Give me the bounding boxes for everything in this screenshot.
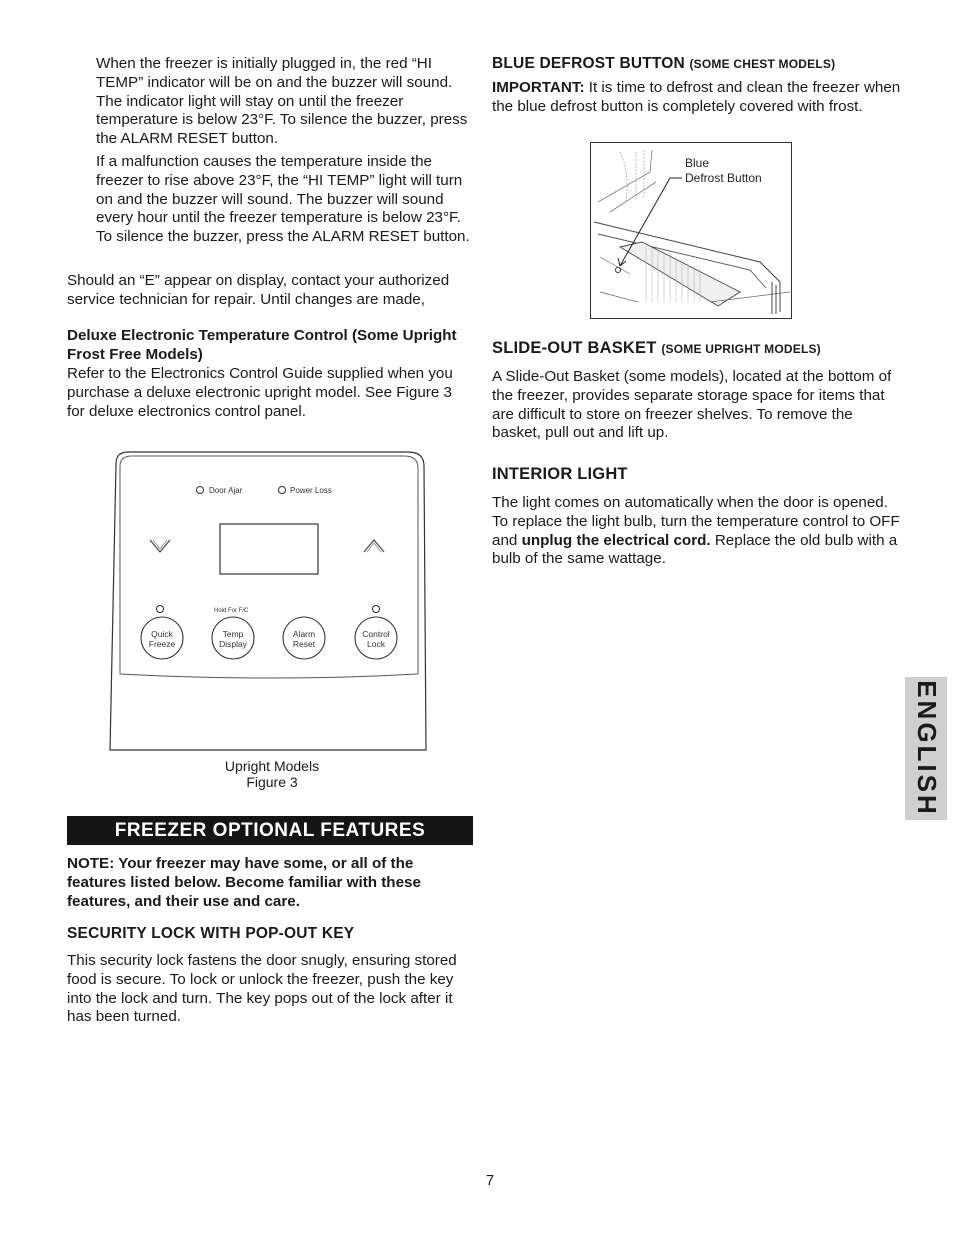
svg-text:Alarm: Alarm — [292, 629, 316, 639]
svg-text:Temp: Temp — [222, 629, 244, 639]
svg-text:Display: Display — [219, 639, 247, 649]
defrost-heading — [492, 55, 902, 73]
basket-heading-models: (SOME UPRIGHT MODELS) — [661, 342, 821, 356]
figure-label-defrost-button: Defrost Button — [685, 171, 762, 185]
svg-text:Control: Control — [362, 629, 390, 639]
security-lock-heading: SECURITY LOCK WITH POP-OUT KEY — [67, 925, 355, 942]
light-body-part-1: The light comes on automatically when the door is opened. To replace the light bulb, turn the temperature control to OFF and — [492, 494, 900, 549]
door-ajar-indicator — [197, 487, 204, 494]
caption-line-1: Upright Models — [224, 758, 320, 774]
important-label: IMPORTANT: — [492, 79, 585, 96]
defrost-heading-models: (SOME CHEST MODELS) — [689, 57, 836, 71]
basket-body: A Slide-Out Basket (some models), located at the bottom of the freezer, provides separate storage space for items that are difficult to store on freezer shelves. To remove the basket, pull out and lift up. — [492, 368, 892, 442]
deluxe-body: Refer to the Electronics Control Guide supplied when you purchase a deluxe electronic upright model. See Figure 3 for deluxe electronics control panel. — [67, 365, 453, 420]
light-body-part-2: Replace the old bulb with a bulb of the same wattage. — [492, 531, 898, 568]
quick-freeze-button[interactable] — [141, 617, 183, 659]
section-banner: FREEZER OPTIONAL FEATURES — [67, 816, 473, 845]
intro-paragraph-1: When the freezer is initially plugged in, the red “HI TEMP” indicator will be on and the buzzer will sound. The indicator light will stay on until the freezer temperature is below 23°F. To silence the buzzer, press the ALARM RESET button. — [96, 55, 468, 148]
intro-paragraph-2: If a malfunction causes the temperature inside the freezer to rise above 23°F, the “HI TEMP” light will turn on and the buzzer will sound. The buzzer will sound every hour until the freezer temperature is below 23°F. To silence the buzzer, press the ALARM RESET button. — [96, 153, 470, 246]
intro-paragraph-3: Should an “E” appear on display, contact your authorized service technician for repair. Until changes are made, — [67, 272, 450, 308]
side-tab-label: ENGLISH — [911, 680, 942, 817]
control-panel-figure — [108, 448, 430, 754]
figure-3-caption — [172, 758, 372, 790]
figure-label-blue: Blue — [685, 156, 710, 170]
defrost-heading-main: BLUE DEFROST BUTTON — [492, 55, 685, 72]
svg-text:Reset: Reset — [292, 639, 316, 649]
control-lock-button[interactable] — [355, 617, 397, 659]
temp-display-button[interactable] — [212, 617, 254, 659]
deluxe-heading: Deluxe Electronic Temperature Control (Some Upright Frost Free Models) — [67, 327, 457, 363]
basket-heading-main: SLIDE-OUT BASKET — [492, 339, 657, 357]
svg-text:Quick: Quick — [151, 629, 173, 639]
light-body-bold: unplug the electrical cord. — [521, 531, 711, 549]
alarm-reset-button[interactable] — [283, 617, 325, 659]
power-loss-indicator — [279, 487, 286, 494]
power-loss-label: Power Loss — [290, 486, 332, 495]
interior-light-body — [492, 494, 904, 569]
english-side-tab — [905, 677, 947, 820]
svg-text:Lock: Lock — [367, 639, 385, 649]
caption-line-2: Figure 3 — [246, 774, 298, 790]
important-text: It is time to defrost and clean the freezer when the blue defrost button is completely covered with frost. — [492, 79, 901, 115]
defrost-button-figure — [590, 142, 792, 319]
security-lock-body: This security lock fastens the door snugly, ensuring stored food is secure. To lock or unlock the freezer, push the key into the lock and turn. The key pops out of the lock after it has been turned. — [67, 952, 457, 1026]
page-number: 7 — [485, 1172, 495, 1189]
svg-text:Freeze: Freeze — [148, 639, 176, 649]
defrost-important-paragraph — [492, 79, 902, 117]
basket-heading — [492, 339, 902, 358]
hold-for-fc-label: Hold For F/C — [214, 608, 249, 614]
down-arrow-icon[interactable] — [150, 540, 170, 552]
note-paragraph: NOTE: Your freezer may have some, or all of the features listed below. Become familiar with these features, and their use and care. — [67, 855, 421, 910]
interior-light-heading: INTERIOR LIGHT — [492, 465, 628, 483]
door-ajar-label: Door Ajar — [209, 486, 243, 495]
temperature-display — [220, 524, 318, 574]
up-arrow-icon[interactable] — [364, 540, 384, 552]
